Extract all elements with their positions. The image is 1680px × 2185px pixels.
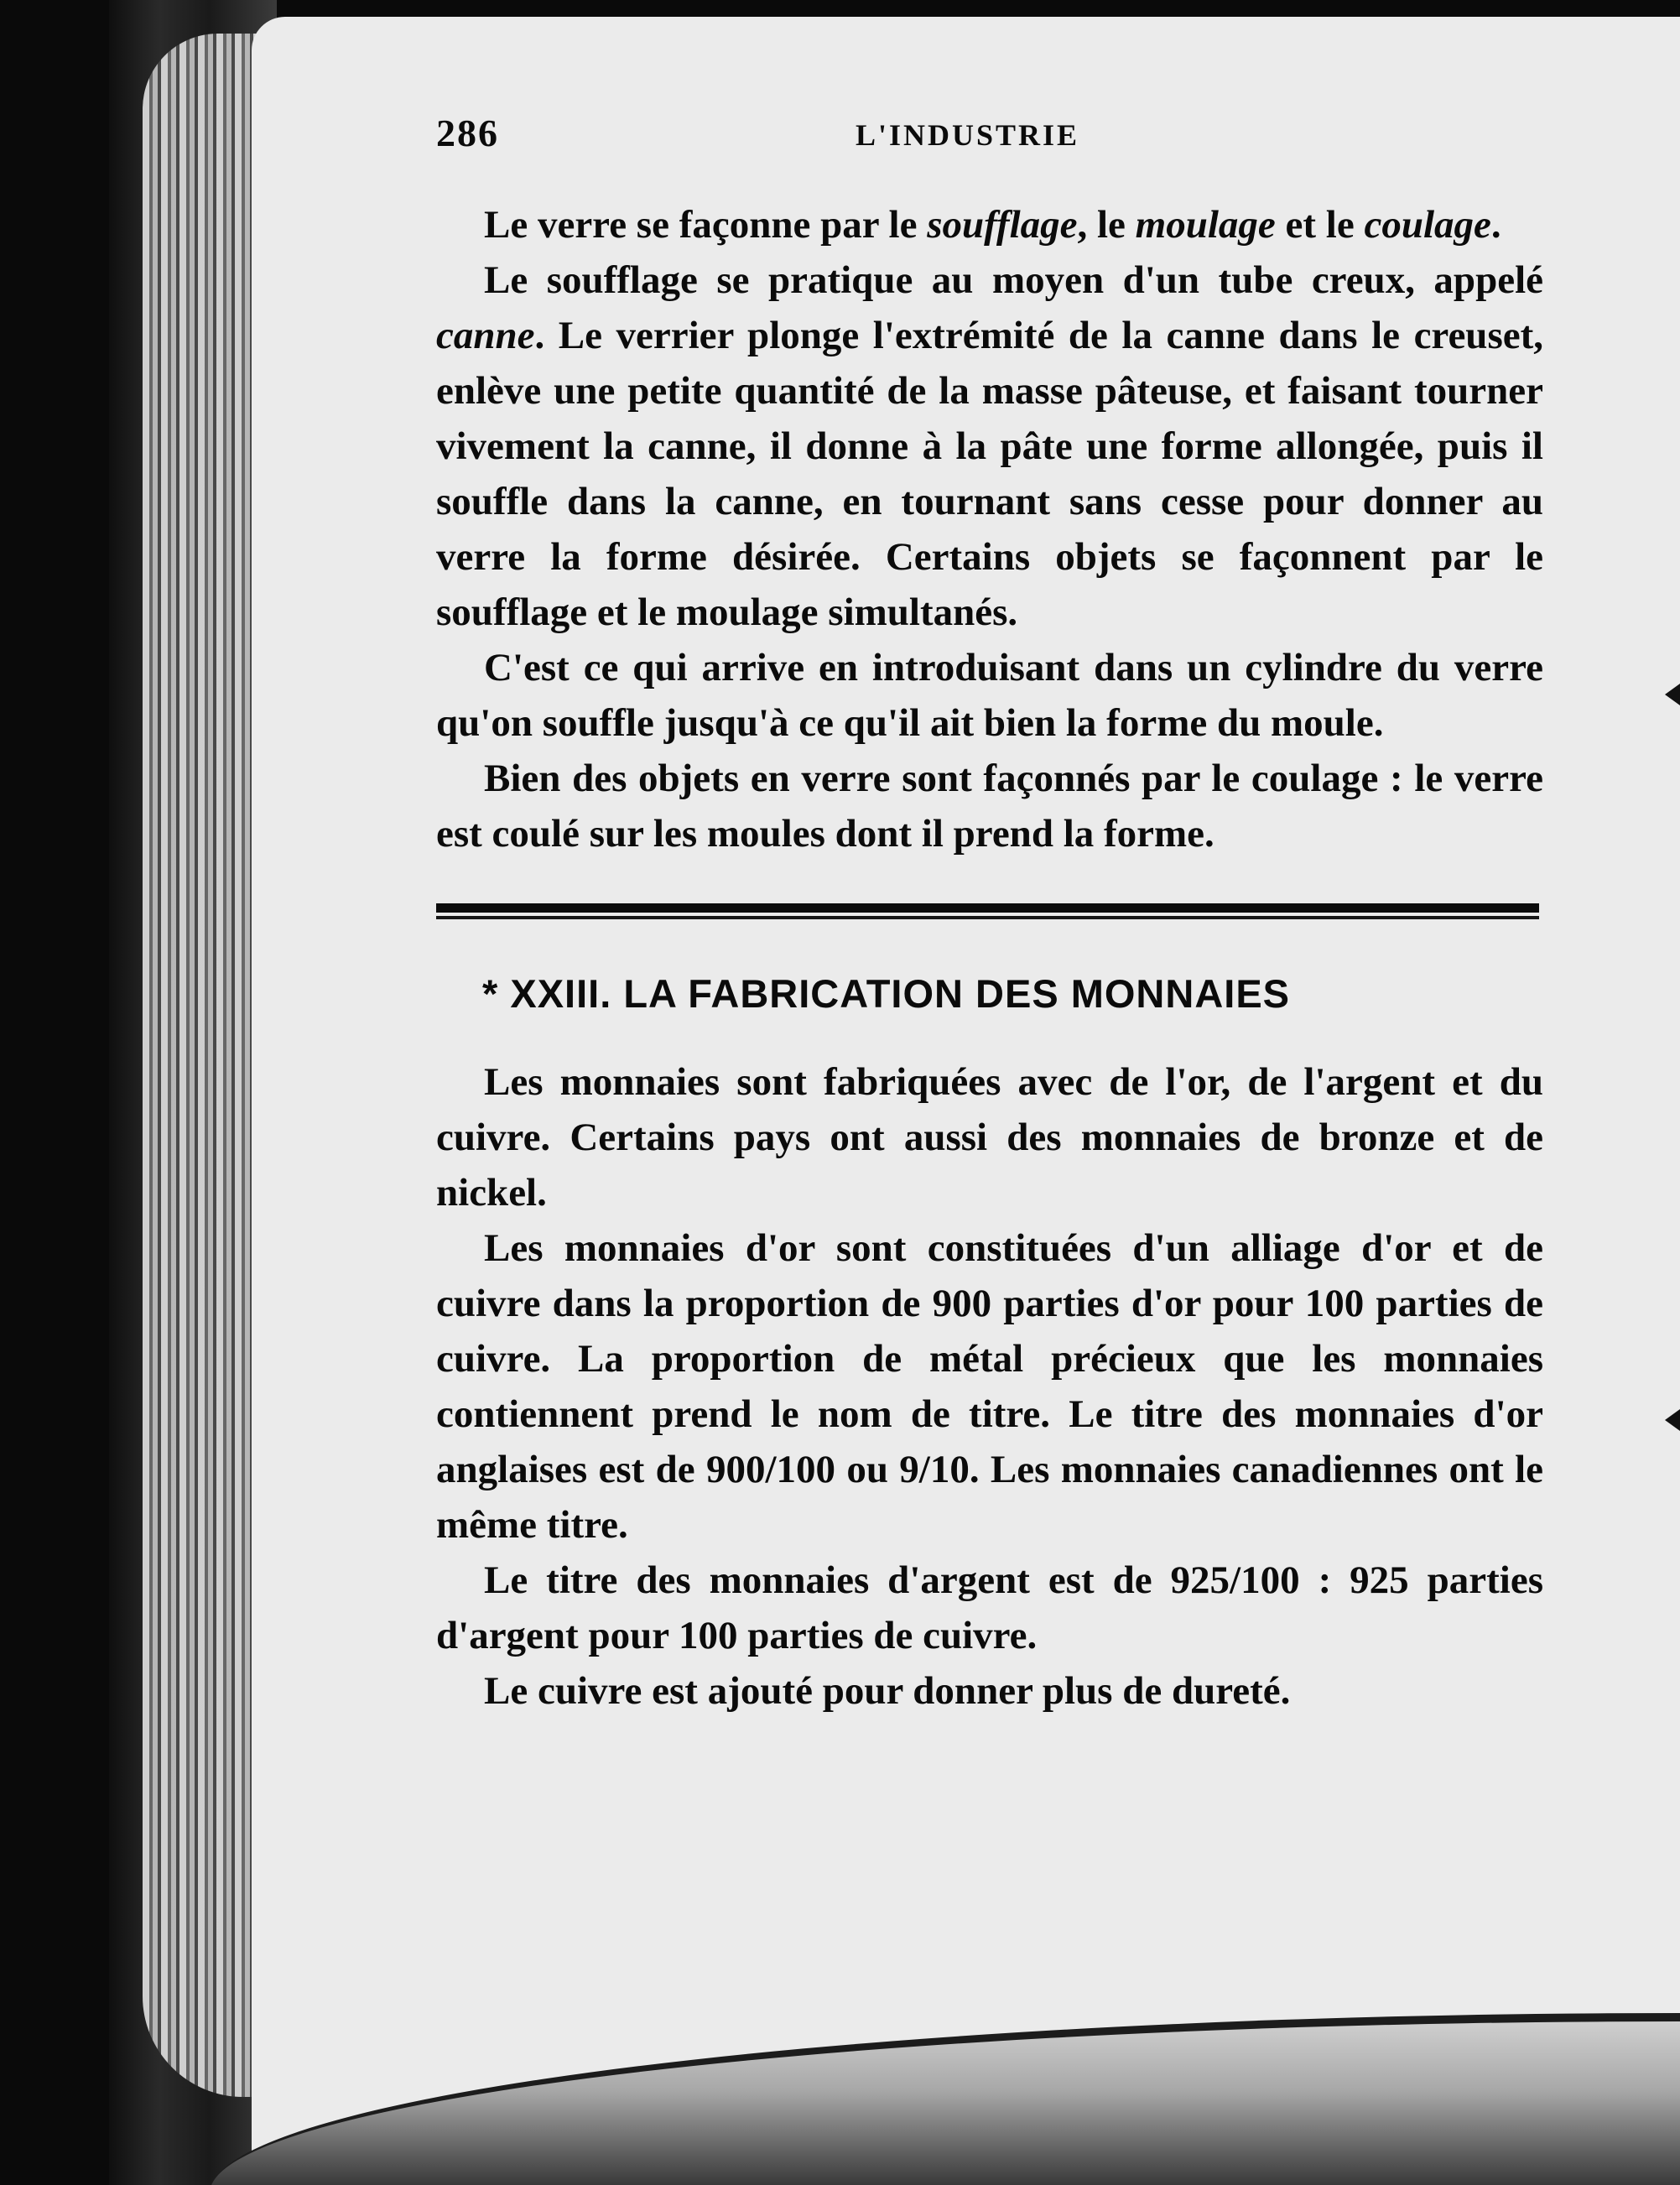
paragraph: Les monnaies sont fabriquées avec de l'or, de l'argent et du cuivre. Certains pays ont aussi des monnaies de bronze et de nickel. <box>436 1060 1543 1215</box>
divider-thin-line <box>436 916 1539 919</box>
margin-mark <box>1665 1409 1680 1431</box>
paragraph: Le titre des monnaies d'argent est de 925/100 : 925 parties d'argent pour 100 parties de cuivre. <box>436 1558 1543 1657</box>
paragraph: Bien des objets en verre sont façonnés par le coulage : le verre est coulé sur les moules dont il prend la forme. <box>436 757 1543 856</box>
page-number: 286 <box>436 112 499 154</box>
section-heading: * XXIII. LA FABRICATION DES MONNAIES <box>482 971 1291 1016</box>
divider-thick-line <box>436 903 1539 913</box>
running-head-title: L'INDUSTRIE <box>856 118 1080 152</box>
page-edges <box>143 34 260 2097</box>
running-head <box>436 101 1543 159</box>
paragraph: Les monnaies d'or sont constituées d'un alliage d'or et de cuivre dans la proportion de 900 parties d'or pour 100 parties de cuivre. La proportion de métal précieux que les monnaies contiennent prend le nom de titre. Le titre des monnaies d'or anglaises est de 900/100 ou 9/10. Les monnaies canadiennes ont le même titre. <box>436 1226 1543 1547</box>
paragraph: C'est ce qui arrive en introduisant dans un cylindre du verre qu'on souffle jusqu'à ce qu'il ait bien la forme du moule. <box>436 646 1543 745</box>
section-divider <box>436 903 1543 920</box>
page-content <box>436 101 1543 1719</box>
book-page <box>252 17 1680 2160</box>
section-body <box>436 1054 1543 1719</box>
paragraph: Le verre se façonne par le soufflage, le moulage et le coulage. <box>484 203 1501 247</box>
paragraph: Le soufflage se pratique au moyen d'un tube creux, appelé canne. Le verrier plonge l'extrémité de la canne dans le creuset, enlève une petite quantité de la masse pâteuse, et faisant tourner vivement la canne, il donne à la pâte une forme allongée, puis il souffle dans la canne, en tournant sans cesse pour donner au verre la forme désirée. Certains objets se façonnent par le soufflage et le moulage simultanés. <box>436 258 1543 634</box>
paragraph: Le cuivre est ajouté pour donner plus de dureté. <box>484 1669 1291 1713</box>
margin-mark <box>1665 684 1680 705</box>
